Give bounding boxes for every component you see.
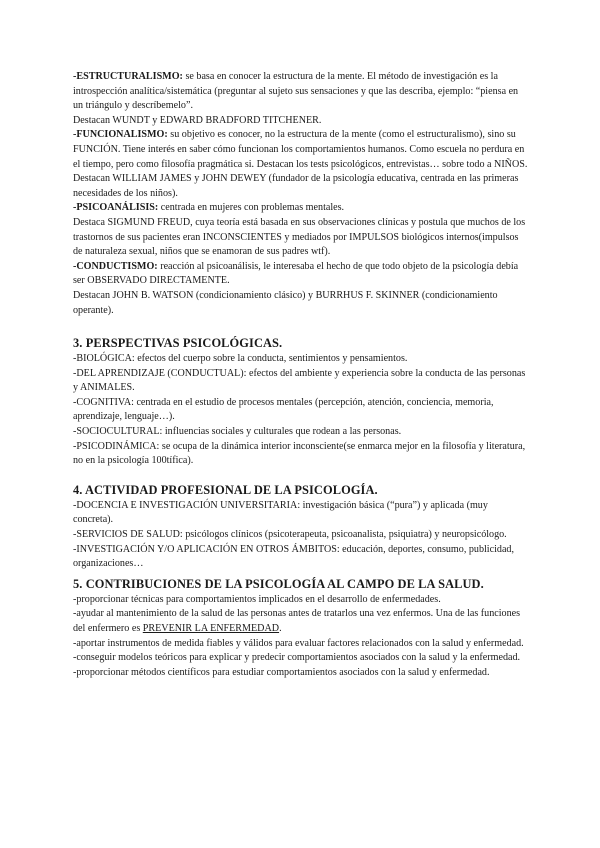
list-item: -conseguir modelos teóricos para explicar y predecir comportamientos asociados con la salud y la enfermedad. [73, 652, 521, 664]
list-item: -DEL APRENDIZAJE (CONDUCTUAL): efectos del ambiente y experiencia sobre la conducta de las personas y ANIMALES. [73, 367, 526, 394]
list-item: -ayudar al mantenimiento de la salud de las personas antes de tratarlos una vez enfermos. Una de las funciones del enfermero es PREVENIR LA ENFERMEDAD. [73, 608, 521, 634]
paragraph-funcionalismo-authors: Destacan WILLIAM JAMES y JOHN DEWEY (fundador de la psicología educativa, centrada en las primeras necesidades de los niños). [73, 173, 519, 199]
paragraph-conductismo: -CONDUCTISMO: reacción al psicoanálisis, le interesaba el hecho de que todo objeto de la psicología debía ser OBSERVADO DIRECTAMENTE. [73, 260, 519, 287]
paragraph-estructuralismo-authors: Destacan WUNDT y EDWARD BRADFORD TITCHENER. [73, 114, 322, 126]
list-item: -DOCENCIA E INVESTIGACIÓN UNIVERSITARIA: investigación básica (“pura”) y aplicada (muy concreta). [73, 499, 488, 526]
document-content [73, 70, 528, 680]
term-conductismo: -CONDUCTISMO: [73, 260, 158, 272]
section-3-title: 3. PERSPECTIVAS PSICOLÓGICAS. [73, 336, 283, 351]
list-item: -aportar instrumentos de medida fiables y válidos para evaluar factores relacionados con la salud y enfermedad. [73, 637, 524, 649]
list-item: -proporcionar técnicas para comportamientos implicados en el desarrollo de enfermedades. [73, 593, 441, 605]
section-4-title: 4. ACTIVIDAD PROFESIONAL DE LA PSICOLOGÍA. [73, 482, 378, 497]
term-estructuralismo: -ESTRUCTURALISMO: [73, 71, 183, 82]
paragraph-conductismo-authors: Destacan JOHN B. WATSON (condicionamiento clásico) y BURRHUS F. SKINNER (condicionamiento operante). [73, 289, 498, 316]
term-funcionalismo: -FUNCIONALISMO: [73, 129, 168, 141]
section-perspectivas [73, 336, 528, 469]
list-item: -BIOLÓGICA: efectos del cuerpo sobre la conducta, sentimientos y pensamientos. [73, 353, 408, 365]
list-item: -INVESTIGACIÓN Y/O APLICACIÓN EN OTROS ÁMBITOS: educación, deportes, consumo, publicidad, organizaciones… [73, 543, 514, 570]
term-psicoanalisis: -PSICOANÁLISIS: [73, 202, 159, 214]
list-item: -proporcionar métodos científicos para estudiar comportamientos asociados con la salud y enfermedad. [73, 666, 490, 678]
paragraph-estructuralismo: -ESTRUCTURALISMO: se basa en conocer la estructura de la mente. El método de investigación es la introspección analítica/sistemática (preguntar al sujeto sus sensaciones y que las describa, ejemplo: “piensa en un triángulo y descríbemelo”. [73, 71, 519, 112]
section-actividad-profesional [73, 483, 528, 572]
underlined-emphasis: PREVENIR LA ENFERMEDAD [142, 623, 280, 634]
list-item: -SERVICIOS DE SALUD: psicólogos clínicos (psicoterapeuta, psicoanalista, psiquiatra) y neuropsicólogo. [73, 529, 507, 541]
section-5-title: 5. CONTRIBUCIONES DE LA PSICOLOGÍA AL CAMPO DE LA SALUD. [73, 576, 484, 591]
paragraph-psicoanalisis: -PSICOANÁLISIS: centrada en mujeres con problemas mentales. [73, 202, 345, 214]
list-item: -SOCIOCULTURAL: influencias sociales y culturales que rodean a las personas. [73, 426, 402, 438]
paragraph-funcionalismo: -FUNCIONALISMO: su objetivo es conocer, no la estructura de la mente (como el estructuralismo), sino su FUNCIÓN. Tiene interés en saber cómo funcionan los comportamientos humanos. Como escuela no perdura en el tiempo, pero como filosofía pragmática si. Destacan los tests psicológicos, entrevistas… sobre todo a NIÑOS. [73, 129, 528, 170]
paragraph-psicoanalisis-authors: Destaca SIGMUND FREUD, cuya teoría está basada en sus observaciones clínicas y postula que muchos de los trastornos de sus pacientes eran INCONSCIENTES y mediados por IMPULSOS biológicos internos(impulsos de naturaleza sexual, niños que se enamoran de sus padres wtf). [73, 216, 526, 258]
list-item: -COGNITIVA: centrada en el estudio de procesos mentales (percepción, atención, conciencia, memoria, aprendizaje, lenguaje…). [73, 396, 494, 423]
list-item: -PSICODINÁMICA: se ocupa de la dinámica interior inconsciente(se enmarca mejor en la filosofía y literatura, no en la psicología 100tífica). [73, 440, 526, 467]
intro-block [73, 70, 528, 318]
section-contribuciones-salud [73, 577, 528, 681]
